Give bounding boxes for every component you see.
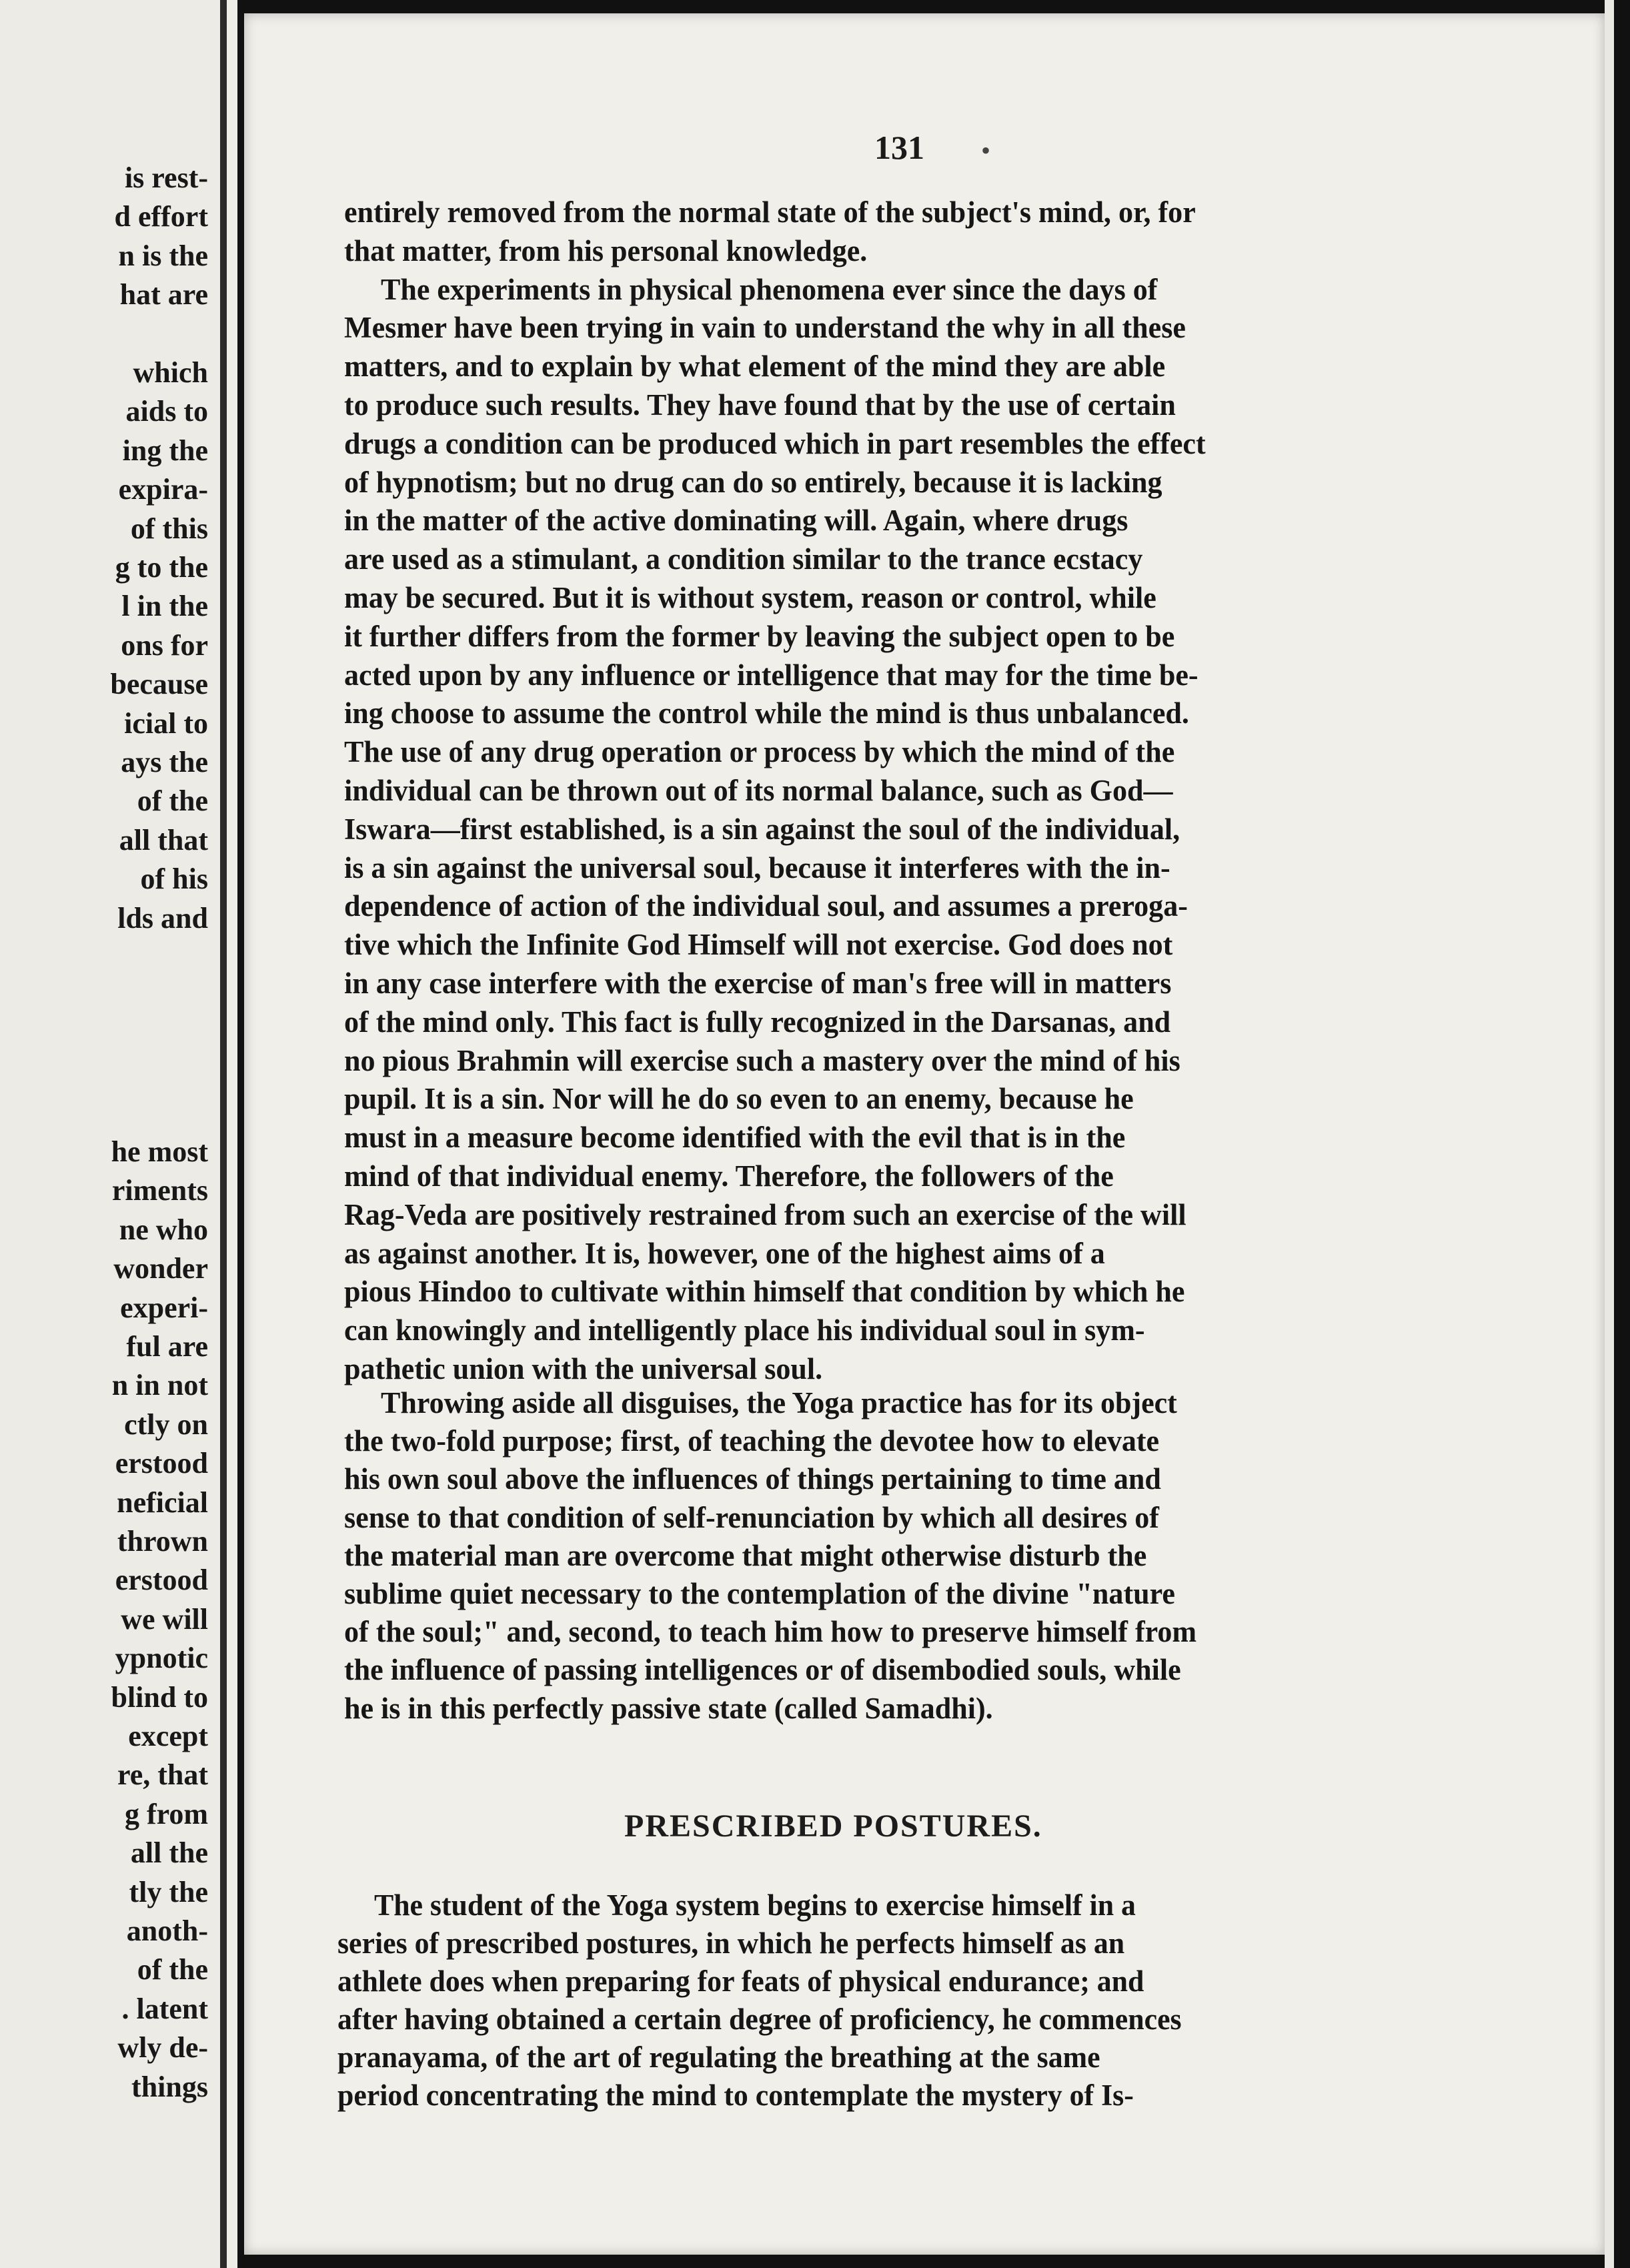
body-text-line: tive which the Infinite God Himself will not exercise. God does not [344,928,1173,962]
left-page-fragment [0,0,227,2268]
body-text-line: period concentrating the mind to contemplate the mystery of Is- [337,2079,1134,2112]
body-text-line: no pious Brahmin will exercise such a mastery over the mind of his [344,1043,1180,1077]
left-page-line: we will [121,1602,208,1636]
body-text-line: as against another. It is, however, one of the highest aims of a [344,1236,1105,1270]
body-text-line: may be secured. But it is without system, reason or control, while [344,581,1156,614]
body-text-line: entirely removed from the normal state of the subject's mind, or, for [344,195,1196,229]
body-text-line: acted upon by any influence or intelligence that may for the time be- [344,658,1198,692]
body-text-line: mind of that individual enemy. Therefore, the followers of the [344,1159,1114,1193]
book-gutter [227,0,237,2268]
body-text-line: it further differs from the former by leaving the subject open to be [344,619,1175,653]
left-page-line: riments [111,1174,208,1207]
left-page-line: . latent [121,1992,208,2025]
body-text-line: the influence of passing intelligences or of disembodied souls, while [344,1653,1181,1687]
body-text-line: that matter, from his personal knowledge. [344,233,868,267]
left-page-line: n in not [111,1369,208,1402]
left-page-line: wly de- [117,2031,208,2065]
left-page-line: ons for [121,628,208,662]
left-page-line: g from [124,1797,208,1830]
left-page-line: things [131,2070,208,2103]
body-text-line: athlete does when preparing for feats of physical endurance; and [337,1964,1144,1998]
body-text-line: Rag-Veda are positively restrained from such an exercise of the will [344,1197,1186,1231]
left-page-line: lds and [117,901,208,935]
left-page-line: all the [130,1836,208,1870]
left-page-line: wonder [113,1252,208,1285]
left-page-line: icial to [124,706,208,740]
body-text-line: individual can be thrown out of its normal balance, such as God— [344,774,1173,807]
body-text-line: of the mind only. This fact is fully recognized in the Darsanas, and [344,1005,1171,1039]
left-page-line: which [133,356,208,389]
left-page-line: ypnotic [115,1642,208,1675]
left-page-line: ing the [122,434,208,467]
left-page-line: of this [130,512,208,545]
body-text-line: must in a measure become identified with the evil that is in the [344,1121,1126,1155]
left-page-line: thrown [117,1525,208,1558]
body-text-line: drugs a condition can be produced which in part resembles the effect [344,426,1206,460]
left-page-line: except [128,1720,208,1752]
left-page-line: re, that [117,1758,208,1792]
left-page-line: of the [137,1953,208,1987]
body-text-line: pathetic union with the universal soul. [344,1352,823,1385]
left-page-line: he most [111,1135,208,1168]
body-text-line: sublime quiet necessary to the contemplation of the divine "nature [344,1577,1175,1610]
left-page-line: n is the [118,239,208,272]
right-page [244,13,1605,2255]
body-text-line: matters, and to explain by what element of the mind they are able [344,350,1166,384]
left-page-line: l in the [121,590,208,623]
left-page-line: tly the [129,1875,208,1908]
body-text-line: is a sin against the universal soul, because it interferes with the in- [344,851,1170,885]
body-text-line: of the soul;" and, second, to teach him how to preserve himself from [344,1615,1197,1649]
body-text-line: sense to that condition of self-renunciation by which all desires of [344,1500,1159,1534]
left-page-line: ne who [119,1213,208,1246]
left-page-line: erstood [115,1447,208,1480]
body-text-line: in the matter of the active dominating will. Again, where drugs [344,504,1128,538]
body-text-line: pranayama, of the art of regulating the breathing at the same [337,2041,1100,2074]
body-text-line: series of prescribed postures, in which he perfects himself as an [337,1926,1125,1960]
left-page-line: neficial [117,1486,208,1519]
left-page-line: ays the [121,746,208,778]
section-heading: PRESCRIBED POSTURES. [624,1808,1042,1844]
left-page-line: is rest- [124,161,208,194]
left-page-line: aids to [125,395,208,428]
left-page-line: expira- [118,473,208,506]
body-text-line: Throwing aside all disguises, the Yoga practice has for its object [381,1386,1177,1420]
body-text-line: can knowingly and intelligently place his individual soul in sym- [344,1313,1145,1347]
body-text-line: The experiments in physical phenomena ever since the days of [381,272,1158,306]
body-text-line: dependence of action of the individual soul, and assumes a preroga- [344,889,1188,923]
page-edge [1605,0,1614,2268]
left-page-line: because [110,668,208,701]
body-text-line: Iswara—first established, is a sin against the soul of the individual, [344,812,1180,846]
body-text-line: The use of any drug operation or process by which the mind of the [344,735,1175,769]
body-text-line: pupil. It is a sin. Nor will he do so even to an enemy, because he [344,1082,1134,1116]
left-page-line: erstood [115,1564,208,1597]
left-page-line: experi- [120,1291,208,1324]
left-page-line: of the [137,784,208,818]
left-page-line: ctly on [124,1407,208,1441]
body-text-line: in any case interfere with the exercise of man's free will in matters [344,967,1172,1000]
left-page-line: hat are [119,278,208,312]
page-dot-mark: • [981,135,991,165]
left-page-line: d effort [114,200,208,233]
left-page-line: g to the [115,551,208,584]
body-text-line: of hypnotism; but no drug can do so entirely, because it is lacking [344,465,1162,499]
body-text-line: pious Hindoo to cultivate within himself that condition by which he [344,1275,1185,1309]
body-text-line: his own soul above the influences of things pertaining to time and [344,1462,1161,1496]
body-text-line: the two-fold purpose; first, of teaching the devotee how to elevate [344,1424,1160,1458]
body-text-line: to produce such results. They have found that by the use of certain [344,388,1176,422]
left-page-line: all that [119,823,208,857]
left-page-line: of his [140,863,208,896]
left-page-line: blind to [111,1680,208,1714]
body-text-line: he is in this perfectly passive state (called Samadhi). [344,1691,993,1725]
body-text-line: ing choose to assume the control while the mind is thus unbalanced. [344,696,1189,730]
left-page-line: anoth- [126,1914,208,1947]
body-text-line: Mesmer have been trying in vain to understand the why in all these [344,311,1186,345]
body-text-line: The student of the Yoga system begins to exercise himself in a [374,1888,1136,1922]
left-page-line: ful are [126,1330,208,1363]
page-number: 131 [874,129,924,166]
body-text-line: the material man are overcome that might otherwise disturb the [344,1538,1147,1572]
body-text-line: are used as a stimulant, a condition similar to the trance ecstacy [344,542,1143,576]
body-text-line: after having obtained a certain degree of proficiency, he commences [337,2003,1182,2036]
